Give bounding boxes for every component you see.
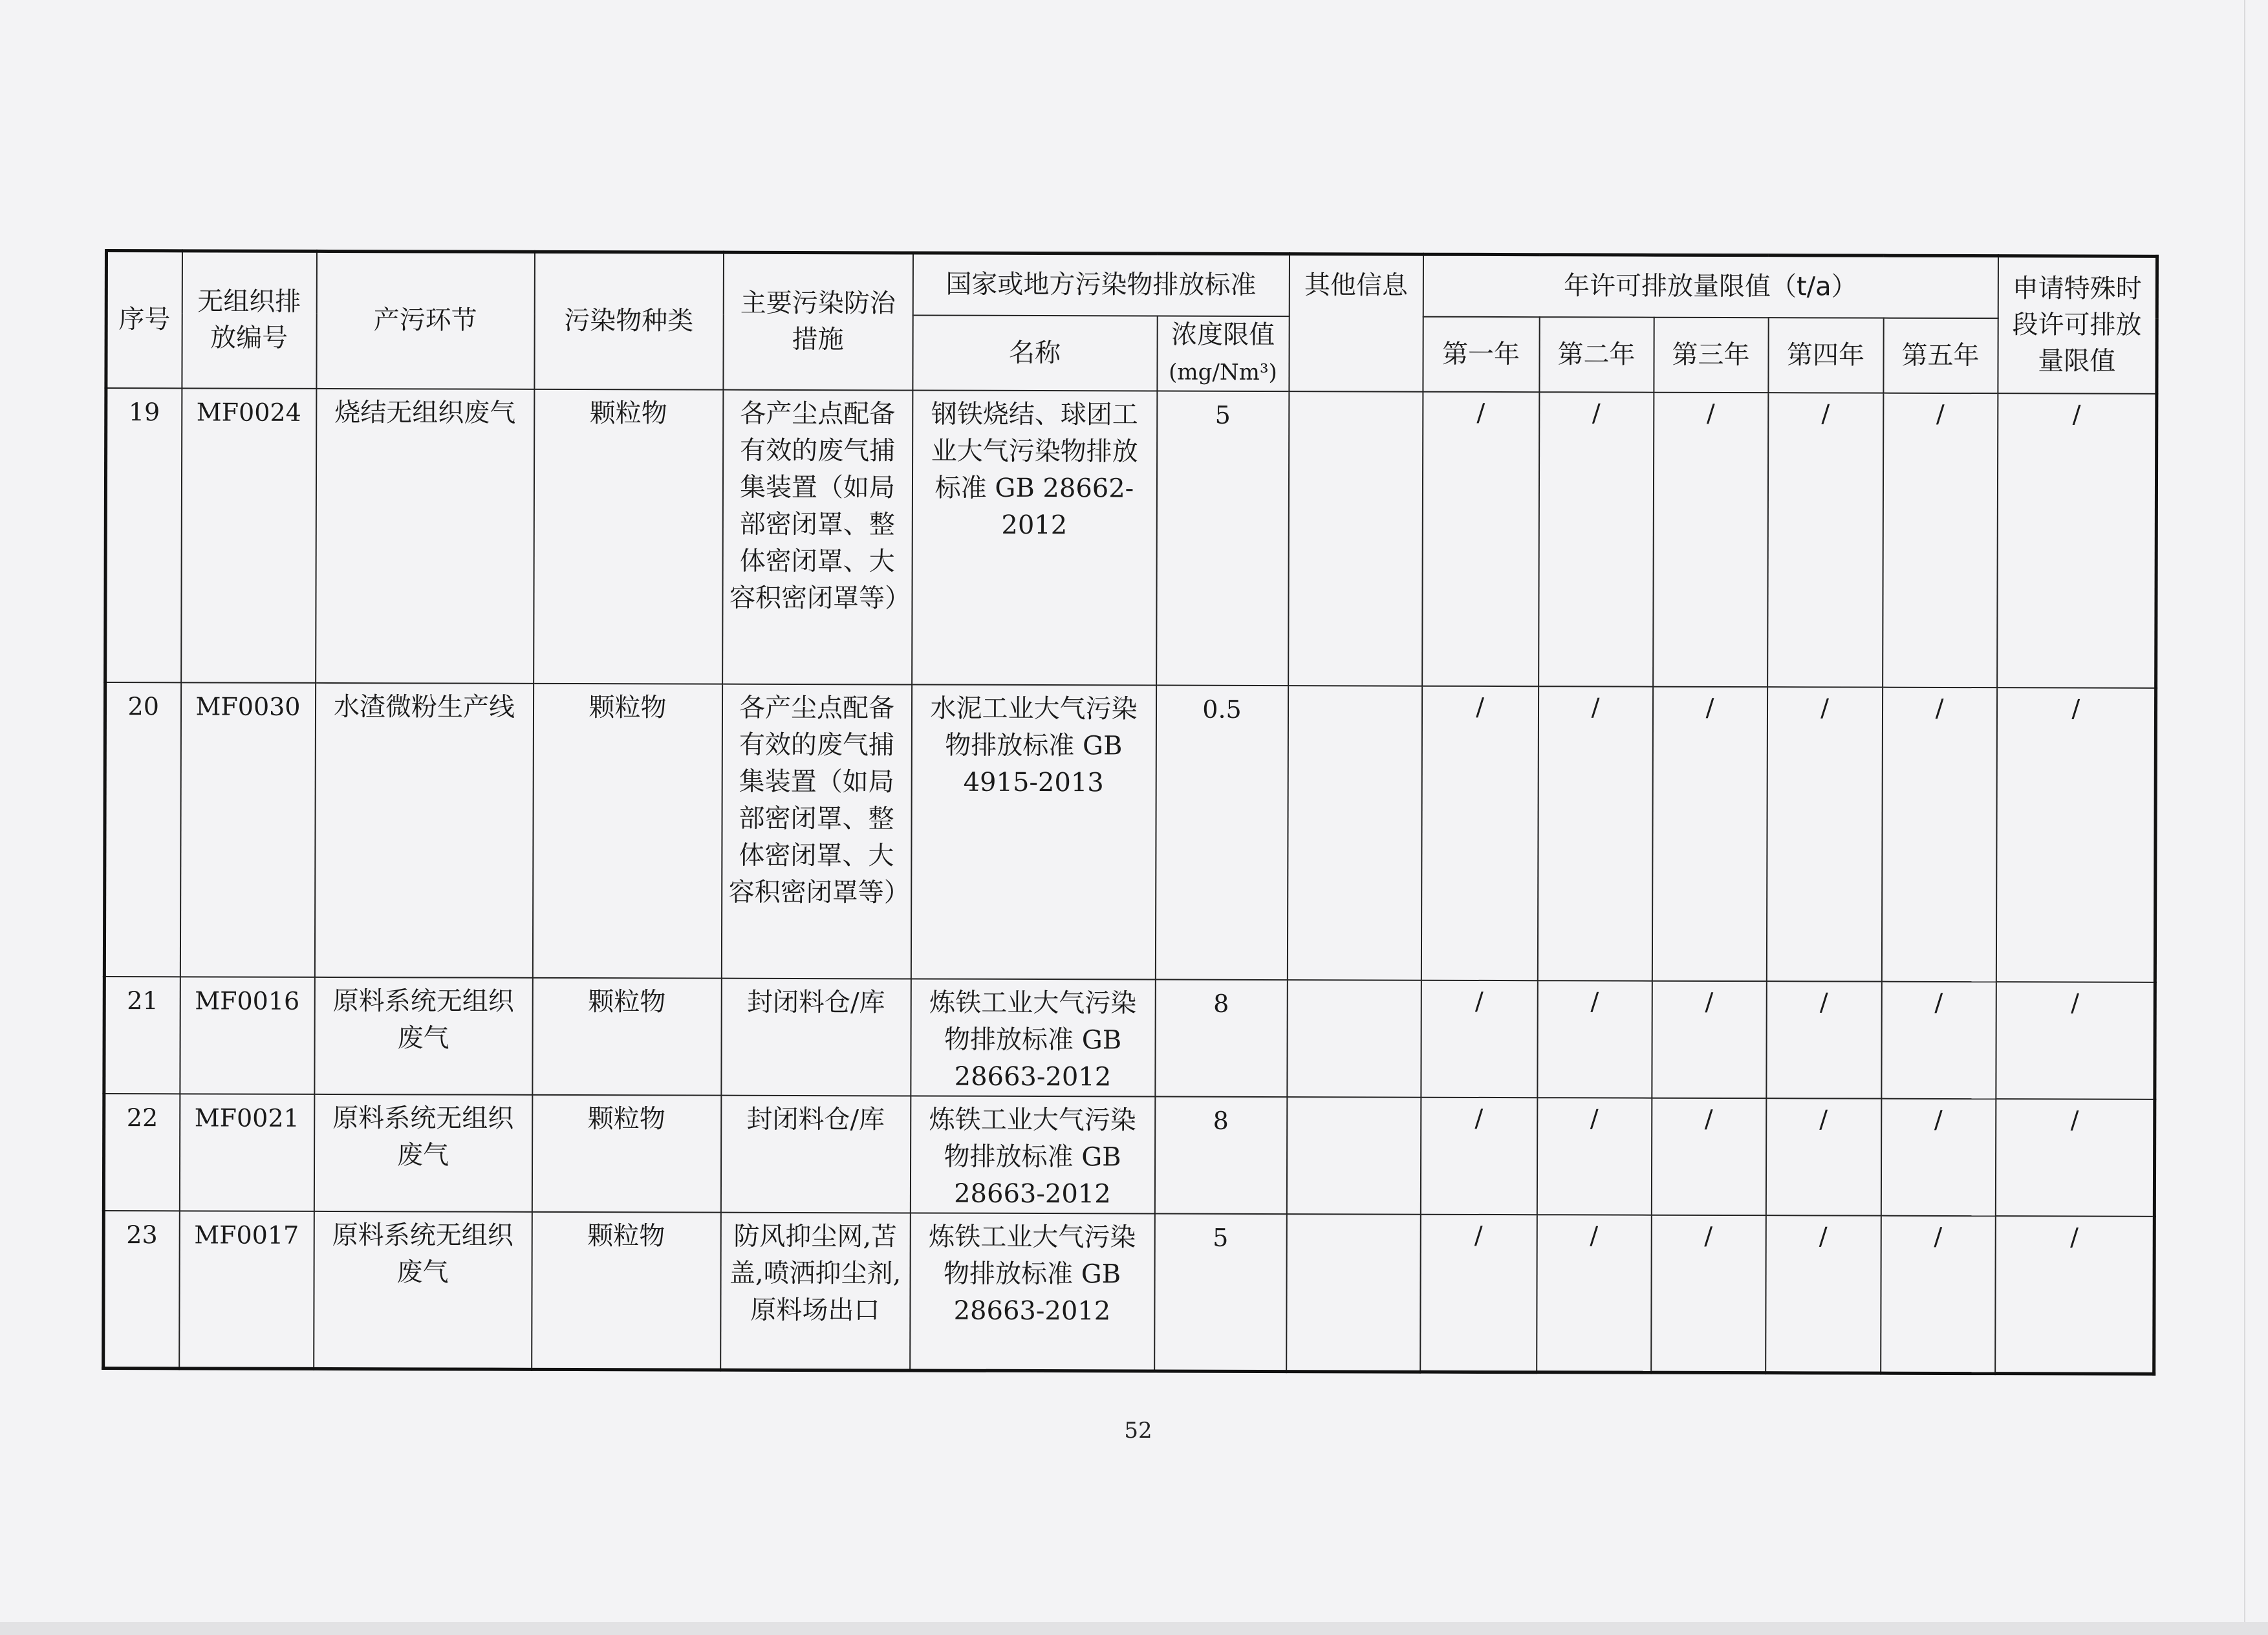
header-year2: 第二年	[1539, 317, 1654, 392]
cell-year5: /	[1881, 1215, 1996, 1373]
cell-limit: 8	[1155, 979, 1288, 1097]
cell-special: /	[1995, 1216, 2155, 1374]
standard-text: 钢铁烧结、球团工业大气污染物排放标准 GB 28662-2012	[931, 399, 1138, 540]
cell-year3: /	[1651, 1098, 1766, 1215]
stage-text: 水渣微粉生产线	[333, 691, 515, 722]
cell-year4: /	[1766, 981, 1882, 1098]
cell-year4: /	[1766, 687, 1882, 981]
cell-stage	[314, 1211, 532, 1369]
cell-measures	[721, 978, 911, 1096]
cell-limit: 0.5	[1155, 685, 1288, 980]
measures-text: 各产尘点配备有效的废气捕集装置（如局部密闭罩、整体密闭罩、大容积密闭罩等）	[728, 693, 910, 907]
cell-special: /	[1996, 982, 2155, 1099]
cell-other	[1287, 980, 1421, 1098]
cell-year4: /	[1766, 1215, 1881, 1373]
page-number: 52	[1124, 1418, 1152, 1444]
cell-year3: /	[1652, 980, 1767, 1098]
cell-measures	[721, 684, 911, 979]
cell-year1: /	[1420, 1214, 1537, 1372]
cell-other	[1286, 1097, 1421, 1215]
header-concentration	[1157, 316, 1289, 391]
cell-year2: /	[1537, 980, 1652, 1098]
measures-text: 封闭料仓/库	[746, 987, 885, 1017]
fugitive-emission-table	[102, 249, 2159, 1376]
cell-standard	[912, 390, 1157, 685]
cell-stage	[314, 977, 533, 1094]
cell-stage	[316, 388, 534, 683]
cell-year3: /	[1653, 392, 1768, 686]
header-special: 申请特殊时段许可排放量限值	[1998, 256, 2157, 394]
measures-text: 防风抑尘网,苫盖,喷洒抑尘剂,原料场出口	[729, 1221, 902, 1325]
cell-year2: /	[1537, 686, 1652, 980]
concentration-unit: (mg/Nm³)	[1169, 359, 1277, 385]
header-year1: 第一年	[1423, 316, 1539, 392]
table-row	[104, 977, 2155, 1099]
cell-year1: /	[1422, 391, 1539, 686]
cell-code: MF0024	[181, 388, 316, 683]
cell-measures	[722, 389, 913, 684]
cell-other	[1286, 1214, 1421, 1372]
standard-text: 水泥工业大气污染物排放标准 GB 4915-2013	[930, 693, 1138, 797]
cell-pollutant: 颗粒物	[532, 977, 722, 1095]
stage-text: 原料系统无组织废气	[332, 1220, 513, 1287]
cell-measures	[720, 1095, 911, 1213]
table-row	[103, 1211, 2155, 1374]
header-standard-group: 国家或地方污染物排放标准	[913, 253, 1289, 316]
cell-year1: /	[1420, 1097, 1537, 1215]
cell-year3: /	[1652, 686, 1767, 980]
header-annual-group: 年许可排放量限值（t/a）	[1423, 254, 1998, 318]
page-edge	[2244, 0, 2245, 1635]
header-pollutant: 污染物种类	[534, 252, 724, 389]
measures-text: 各产尘点配备有效的废气捕集装置（如局部密闭罩、整体密闭罩、大容积密闭罩等）	[729, 398, 911, 613]
header-year3: 第三年	[1654, 317, 1768, 392]
header-year5: 第五年	[1883, 318, 1998, 393]
cell-seq: 20	[104, 682, 180, 977]
table-row	[104, 682, 2155, 982]
cell-special: /	[1996, 688, 2155, 982]
standard-text: 炼铁工业大气污染物排放标准 GB 28663-2012	[929, 1222, 1136, 1326]
cell-year2: /	[1539, 392, 1654, 686]
cell-limit: 8	[1154, 1096, 1287, 1214]
cell-pollutant: 颗粒物	[534, 389, 723, 684]
cell-seq: 22	[103, 1094, 180, 1211]
concentration-label: 浓度限值	[1171, 319, 1275, 350]
cell-standard	[911, 979, 1156, 1096]
scan-bottom-band	[0, 1622, 2268, 1635]
cell-standard	[910, 1213, 1155, 1371]
cell-year1: /	[1421, 980, 1538, 1098]
stage-text: 烧结无组织废气	[334, 397, 516, 428]
cell-limit: 5	[1154, 1213, 1287, 1372]
cell-code: MF0030	[180, 682, 315, 977]
header-code: 无组织排放编号	[182, 251, 317, 389]
header-measures: 主要污染防治措施	[723, 252, 913, 390]
cell-year3: /	[1651, 1215, 1766, 1372]
cell-code: MF0021	[179, 1094, 314, 1211]
cell-pollutant: 颗粒物	[532, 1211, 721, 1370]
cell-year5: /	[1883, 393, 1998, 687]
cell-special: /	[1997, 393, 2157, 688]
cell-year2: /	[1537, 1215, 1652, 1372]
cell-pollutant: 颗粒物	[532, 683, 722, 978]
cell-other	[1288, 391, 1423, 686]
stage-text: 原料系统无组织废气	[332, 986, 514, 1053]
cell-seq: 19	[105, 388, 182, 682]
header-year4: 第四年	[1768, 318, 1883, 393]
cell-code: MF0016	[180, 977, 315, 1094]
stage-text: 原料系统无组织废气	[332, 1103, 514, 1170]
cell-other	[1287, 686, 1421, 980]
cell-stage	[314, 1094, 532, 1211]
cell-measures	[720, 1212, 911, 1370]
header-other: 其他信息	[1289, 254, 1423, 392]
cell-year5: /	[1881, 1098, 1996, 1215]
cell-seq: 21	[104, 977, 180, 1094]
header-stage: 产污环节	[316, 251, 535, 389]
cell-year5: /	[1881, 981, 1996, 1098]
cell-code: MF0017	[179, 1211, 314, 1369]
cell-limit: 5	[1156, 391, 1289, 686]
cell-standard	[911, 684, 1156, 979]
cell-stage	[314, 682, 533, 977]
cell-year2: /	[1537, 1098, 1652, 1215]
table-row	[103, 1094, 2155, 1217]
cell-year5: /	[1881, 687, 1996, 981]
cell-year4: /	[1767, 393, 1883, 687]
cell-pollutant: 颗粒物	[532, 1094, 721, 1212]
measures-text: 封闭料仓/库	[746, 1104, 885, 1134]
cell-standard	[910, 1096, 1155, 1213]
cell-year4: /	[1766, 1098, 1881, 1215]
cell-special: /	[1995, 1099, 2155, 1217]
header-seq: 序号	[106, 251, 182, 388]
standard-text: 炼铁工业大气污染物排放标准 GB 28663-2012	[929, 988, 1137, 1092]
table-row	[105, 388, 2157, 688]
standard-text: 炼铁工业大气污染物排放标准 GB 28663-2012	[929, 1105, 1136, 1209]
cell-year1: /	[1421, 686, 1538, 980]
header-standard-name: 名称	[913, 315, 1157, 391]
cell-seq: 23	[103, 1211, 180, 1369]
